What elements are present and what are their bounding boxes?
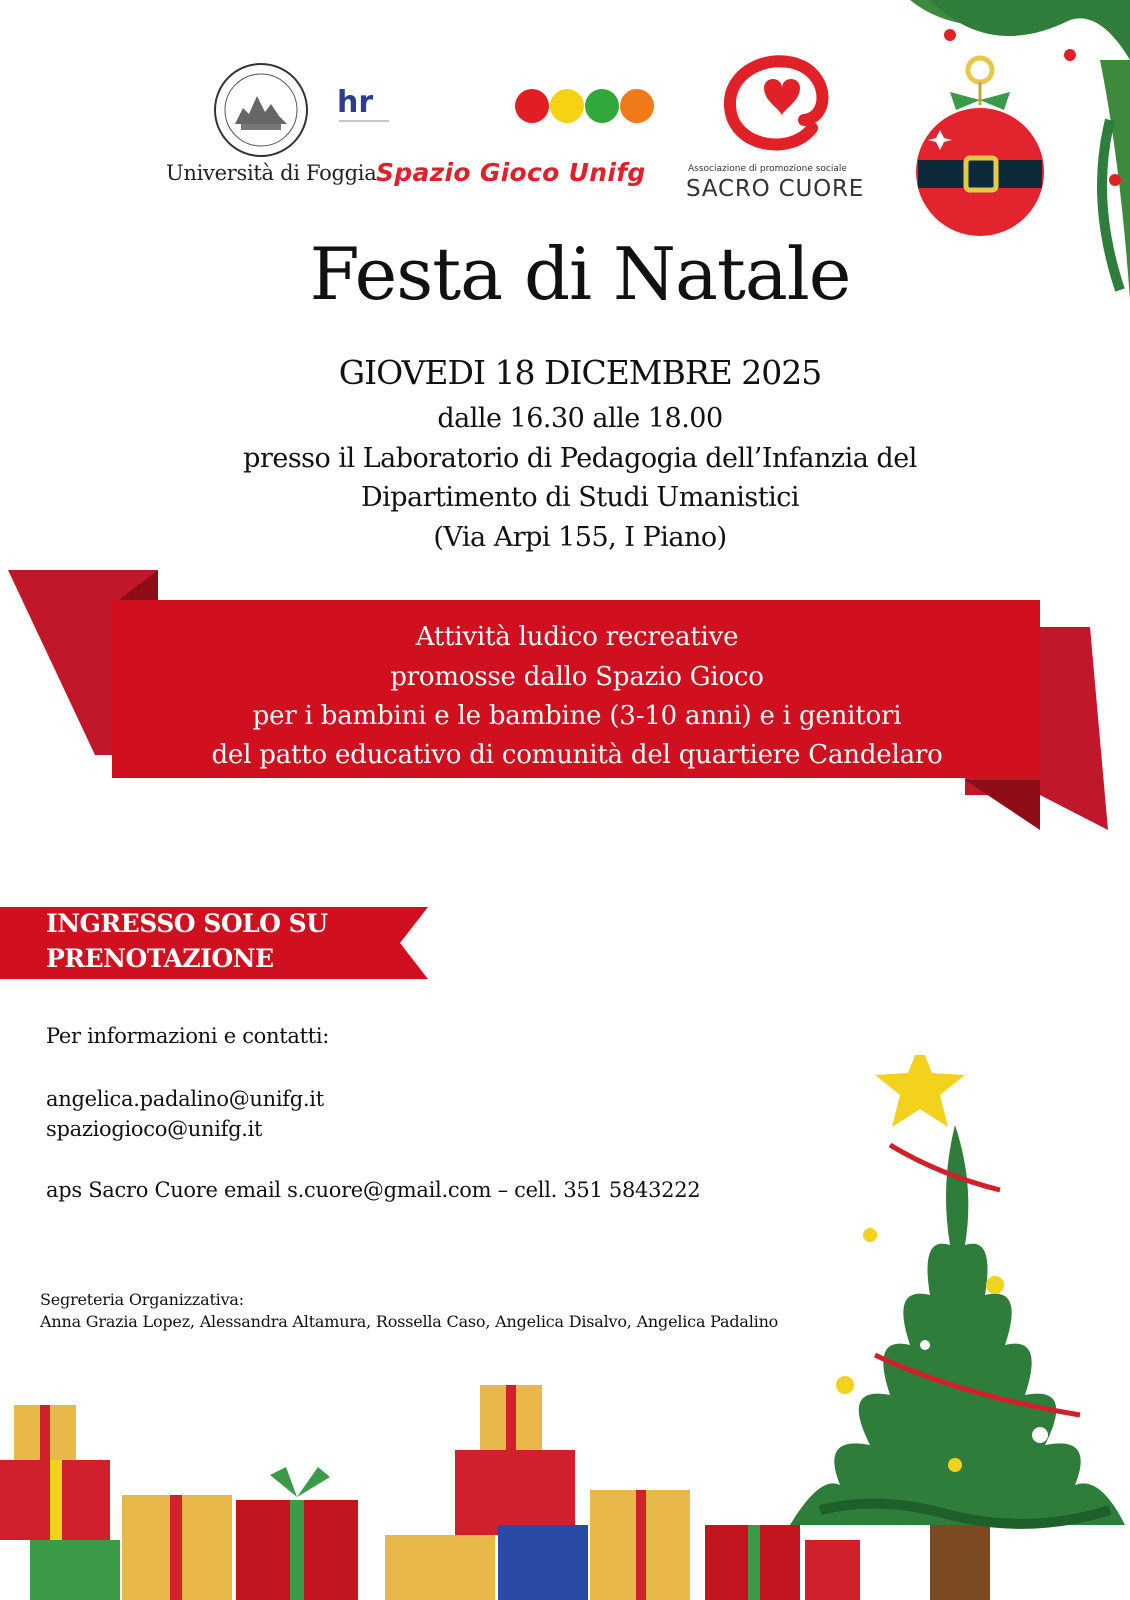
booking-notice: PRENOTAZIONE [46, 944, 274, 973]
event-title: Festa di Natale [309, 232, 851, 316]
svg-text:hr: hr [337, 85, 374, 120]
hr-excellence-logo [335, 82, 395, 132]
email-link[interactable]: spaziogioco@unifg.it [46, 1117, 263, 1141]
contacts-heading: Per informazioni e contatti: [46, 1024, 330, 1048]
spazio-gioco-logo-text: Spazio Gioco Unifg [376, 158, 646, 187]
university-name: Università di Foggia [166, 161, 377, 185]
gift-boxes-illustration [0, 1385, 860, 1600]
banner-line: per i bambini e le bambine (3-10 anni) e i genitori [252, 701, 902, 731]
sacro-cuore-name: SACRO CUORE [686, 176, 865, 202]
event-place-line: Dipartimento di Studi Umanistici [360, 482, 800, 513]
aps-contact-line: aps Sacro Cuore email s.cuore@gmail.com – cell. 351 5843222 [46, 1178, 701, 1202]
university-seal-logo [213, 62, 309, 158]
sacro-cuore-subtitle: Associazione di promozione sociale [688, 164, 847, 174]
event-date: GIOVEDI 18 DICEMBRE 2025 [338, 353, 822, 392]
email-link[interactable]: angelica.padalino@unifg.it [46, 1087, 324, 1111]
banner-line: promosse dallo Spazio Gioco [390, 662, 764, 692]
organizing-secretariat-label: Segreteria Organizzativa: [40, 1290, 244, 1309]
event-time: dalle 16.30 alle 18.00 [437, 403, 723, 434]
banner-line: del patto educativo di comunità del quartiere Candelaro [211, 740, 943, 770]
event-place-line: presso il Laboratorio di Pedagogia dell’Infanzia del [243, 443, 917, 474]
event-place-line: (Via Arpi 155, I Piano) [433, 522, 727, 553]
spazio-gioco-balls-logo [512, 88, 662, 128]
banner-line: Attività ludico recreative [415, 622, 739, 652]
organizing-secretariat-names: Anna Grazia Lopez, Alessandra Altamura, Rossella Caso, Angelica Disalvo, Angelica Padalino [40, 1312, 779, 1331]
booking-notice: INGRESSO SOLO SU [46, 909, 328, 938]
sacro-cuore-logo [712, 48, 842, 158]
